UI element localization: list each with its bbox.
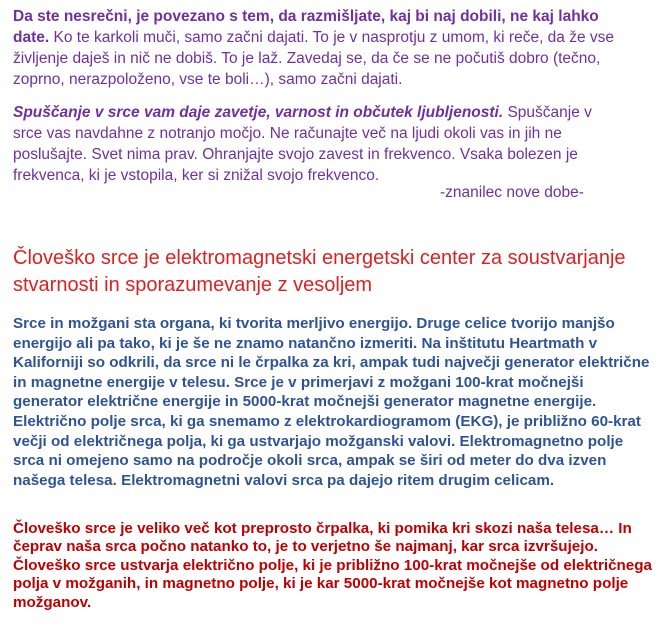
purple-quote-section	[13, 6, 625, 186]
quote-paragraph-2-body: Spuščanje v srce vas navdahne z notranjo močjo. Ne računajte več na ljudi okoli vas in jih ne poslušajte. Svet nima prav. Ohranjajte svojo zavest in frekvenco. Vsaka bolezen je frekvenca, ki je vstopila, ker si znižal svojo frekvenco.	[13, 104, 592, 184]
heart-summary-line-2: Človeško srce ustvarja električno polje, ki je približno 100-krat močnejše od električnega polja v možganih, in magnetno polje, ki je kar 5000-krat močnejše kot magnetno polje možganov.	[13, 556, 652, 611]
quote-signature: -znanilec nove dobe-	[440, 184, 584, 201]
quote-paragraph-1-body: Ko te karkoli muči, samo začni dajati. To je v nasprotju z umom, ki reče, da že vse življenje daješ in nič ne dobiš. To je laž. Zavedaj se, da če se ne počutiš dobro (tečno, zoprno, nerazpoloženo, vse te boli…), samo začni dajati.	[13, 29, 615, 88]
quote-paragraph-1-lead: Da ste nesrečni, je povezano s tem, da razmišljate, kaj bi naj dobili, ne kaj lahko date.	[13, 8, 599, 46]
quote-paragraph-2-lead: Spuščanje v srce vam daje zavetje, varnost in občutek ljubljenosti.	[13, 104, 504, 121]
heart-summary-section	[13, 520, 653, 612]
heart-summary-line-1: Človeško srce je veliko več kot preprosto črpalka, ki pomika kri skozi naša telesa… In čeprav naša srca počno natanko to, je to verjetno še najmanj, kar srca izvršujejo.	[13, 520, 632, 556]
quote-paragraph-2	[13, 102, 625, 186]
quote-paragraph-1	[13, 6, 625, 90]
section-heading: Človeško srce je elektromagnetski energetski center za soustvarjanje stvarnosti in sporazumevanje z vesoljem	[13, 247, 626, 296]
heart-energy-paragraph: Srce in možgani sta organa, ki tvorita merljivo energijo. Druge celice tvorijo manjšo energijo ali pa tako, ki je še ne znamo natančno izmeriti. Na inštitutu Heartmath v Kaliforniji so odkrili, da srce ni le črpalka za kri, ampak tudi največji generator električne in magnetne energije v telesu. Srce je v primerjavi z možgani 100-krat močnejši generator električne energije in 5000-krat močnejši generator magnetne energije. Električno polje srca, ki ga snemamo z elektrokardiogramom (EKG), je približno 60-krat večji od električnega polja, ki ga ustvarjajo možganski valovi. Elektromagnetno polje srca ni omejeno samo na področje okoli srca, ampak se širi od meter do dva izven našega telesa. Elektromagnetni valovi srca pa dajejo ritem drugim celicam.	[13, 315, 650, 489]
